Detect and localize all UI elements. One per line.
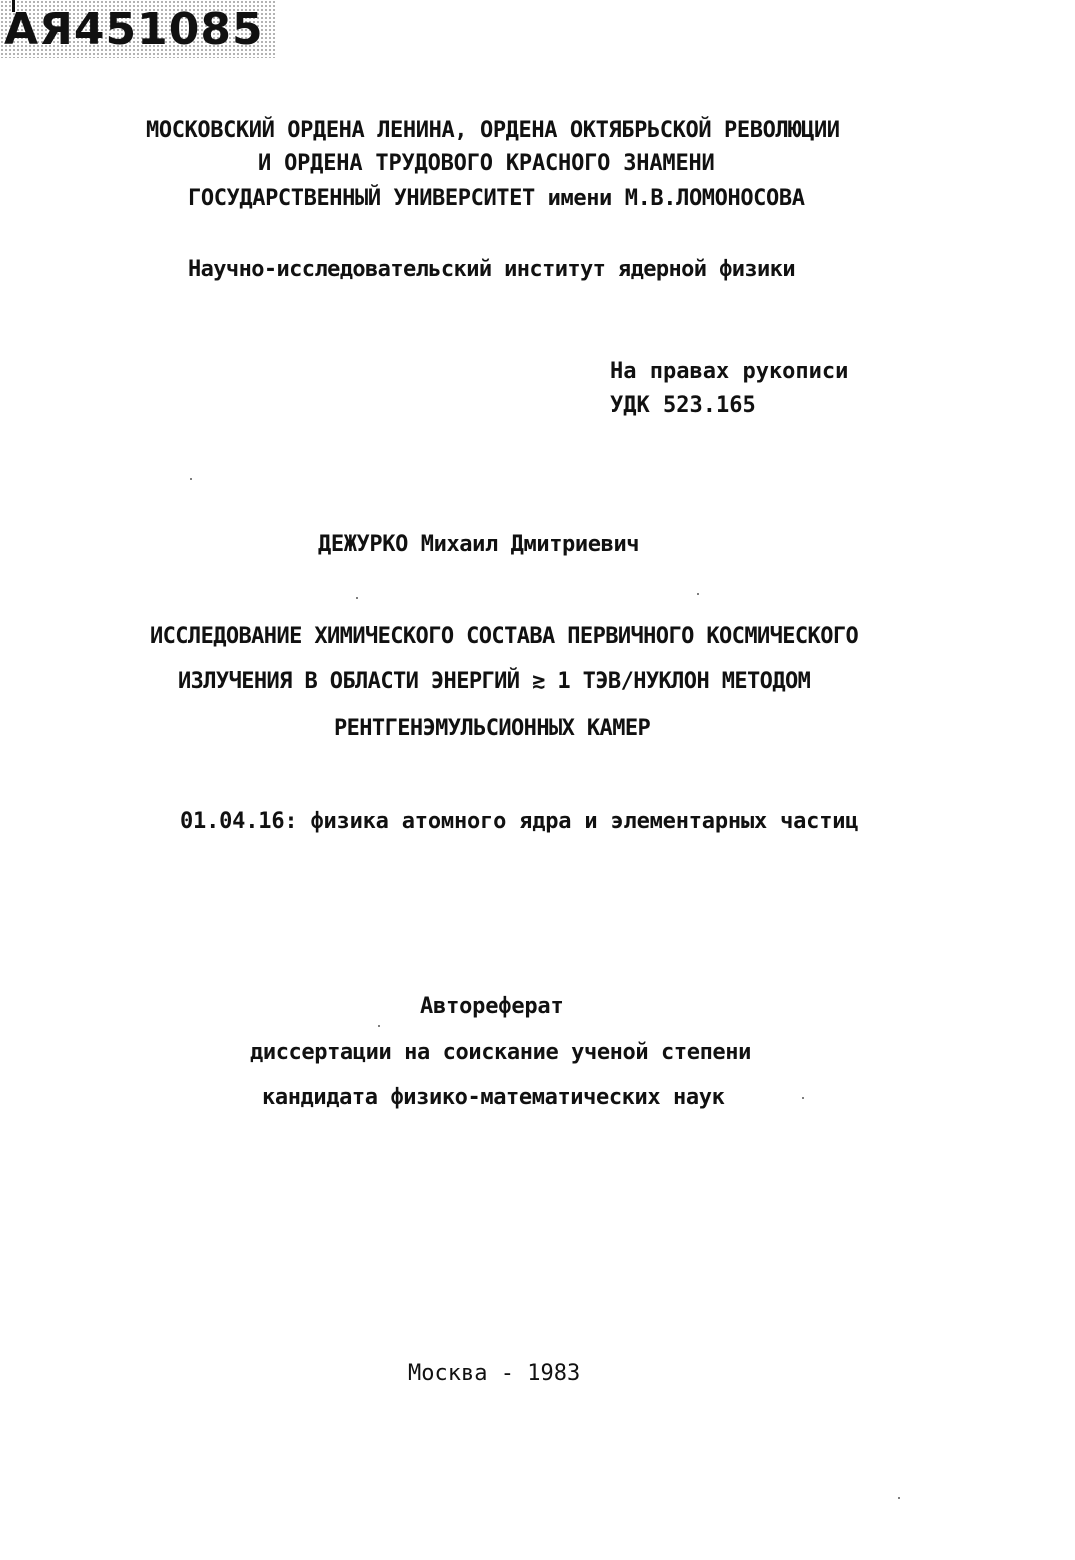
scan-speck	[898, 1497, 900, 1499]
specialty-code: 01.04.16: физика атомного ядра и элементарных частиц	[180, 809, 859, 834]
degree-line-2: кандидата физико-математических наук	[262, 1085, 725, 1110]
place-year: Москва - 1983	[408, 1361, 581, 1386]
title-line-2: ИЗЛУЧЕНИЯ В ОБЛАСТИ ЭНЕРГИЙ ≳ 1 ТЭВ/НУКЛОН МЕТОДОМ	[178, 669, 811, 694]
degree-line-1: диссертации на соискание ученой степени	[250, 1040, 751, 1065]
document-type: Автореферат	[420, 994, 564, 1019]
institute-name: Научно-исследовательский институт ядерной физики	[188, 257, 795, 282]
institution-line-1: МОСКОВСКИЙ ОРДЕНА ЛЕНИНА, ОРДЕНА ОКТЯБРЬСКОЙ РЕВОЛЮЦИИ	[146, 118, 840, 143]
scan-speck	[190, 478, 192, 480]
scan-speck	[356, 597, 358, 599]
udk-code: УДК 523.165	[610, 393, 756, 418]
scan-speck	[378, 1025, 380, 1027]
scan-speck	[697, 593, 699, 595]
institution-line-3: ГОСУДАРСТВЕННЫЙ УНИВЕРСИТЕТ имени М.В.ЛОМОНОСОВА	[188, 186, 805, 211]
scan-speck	[802, 1097, 804, 1099]
manuscript-rights: На правах рукописи	[610, 359, 849, 384]
author-name: ДЕЖУРКО Михаил Дмитриевич	[318, 532, 640, 557]
institution-line-2: И ОРДЕНА ТРУДОВОГО КРАСНОГО ЗНАМЕНИ	[258, 151, 715, 176]
title-line-1: ИССЛЕДОВАНИЕ ХИМИЧЕСКОГО СОСТАВА ПЕРВИЧНОГО КОСМИЧЕСКОГО	[150, 624, 859, 649]
title-line-3: РЕНТГЕНЭМУЛЬСИОННЫХ КАМЕР	[334, 716, 651, 741]
stamp-code: АЯ451085	[4, 4, 264, 55]
archive-stamp	[0, 0, 275, 58]
